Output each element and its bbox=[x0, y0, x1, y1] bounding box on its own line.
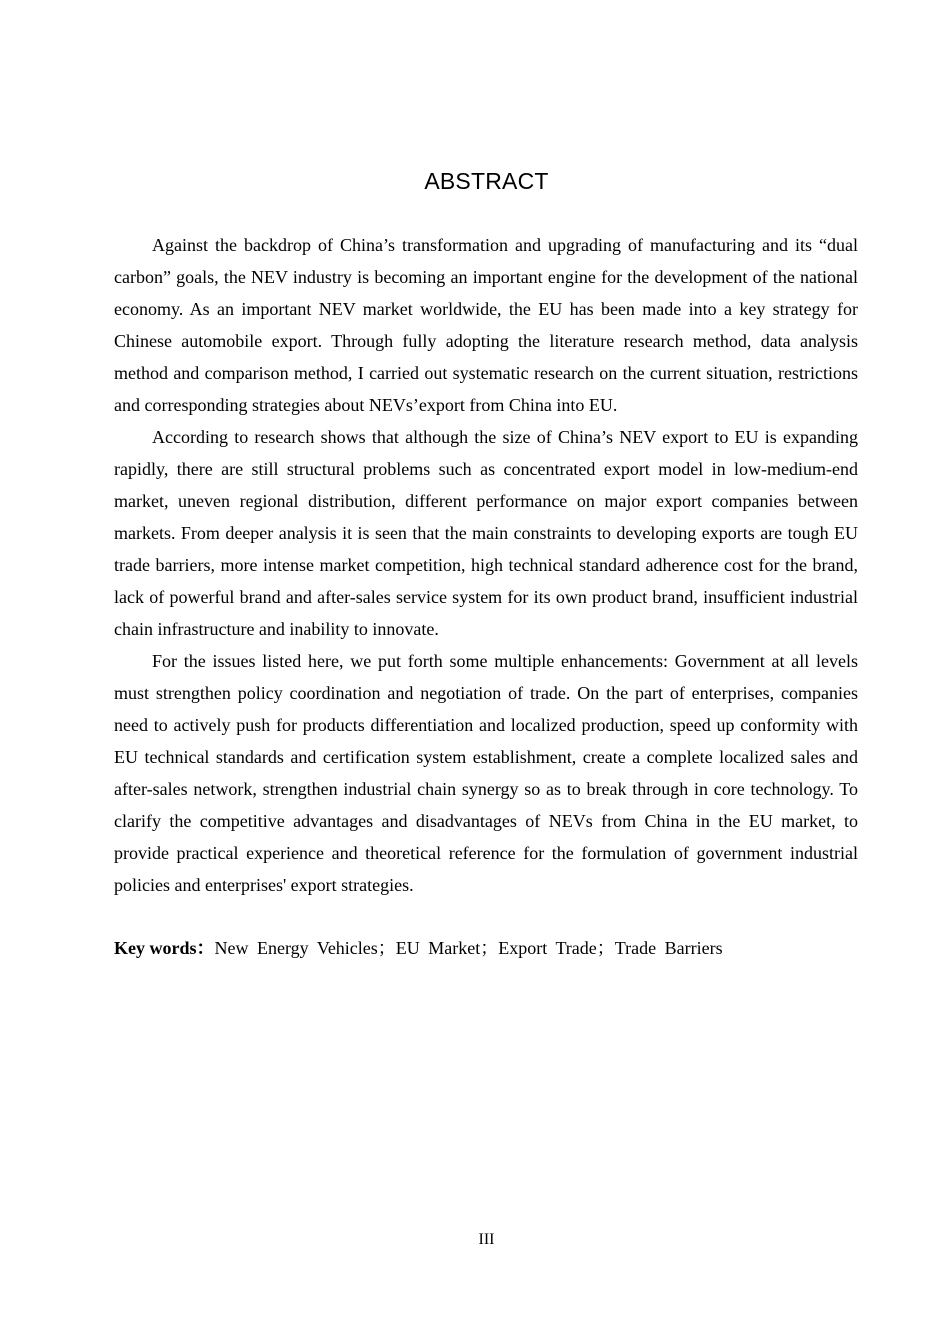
page-title: ABSTRACT bbox=[424, 168, 549, 194]
keyword-item: Trade Barriers bbox=[614, 938, 723, 958]
abstract-paragraph-3: For the issues listed here, we put forth some multiple enhancements: Government at all levels must strengthen policy coordination and negotiation of trade. On the part of enterprises, companies need to actively push for products differentiation and localized production, speed up conformity with EU technical standards and certification system establishment, create a complete localized sales and after-sales network, strengthen industrial chain synergy so as to break through in core technology. To clarify the competitive advantages and disadvantages of NEVs from China in the EU market, to provide practical experience and theoretical reference for the formulation of government industrial policies and enterprises' export strategies. bbox=[114, 651, 858, 895]
keyword-separator: ； bbox=[480, 938, 499, 958]
keyword-item: New Energy Vehicles bbox=[214, 938, 378, 958]
keyword-item: EU Market bbox=[395, 938, 481, 958]
keywords-label: Key words： bbox=[114, 938, 215, 958]
keyword-separator: ； bbox=[377, 938, 396, 958]
abstract-body bbox=[114, 229, 858, 901]
page-number: III bbox=[478, 1231, 495, 1248]
keyword-item: Export Trade bbox=[498, 938, 597, 958]
abstract-paragraph-1: Against the backdrop of China’s transformation and upgrading of manufacturing and its “dual carbon” goals, the NEV industry is becoming an important engine for the development of the national economy. As an important NEV market worldwide, the EU has been made into a key strategy for Chinese automobile export. Through fully adopting the literature research method, data analysis method and comparison method, I carried out systematic research on the current situation, restrictions and corresponding strategies about NEVs’export from China into EU. bbox=[114, 235, 858, 415]
abstract-paragraph-2: According to research shows that although the size of China’s NEV export to EU is expanding rapidly, there are still structural problems such as concentrated export model in low-medium-end market, uneven regional distribution, different performance on major export companies between markets. From deeper analysis it is seen that the main constraints to developing exports are tough EU trade barriers, more intense market competition, high technical standard adherence cost for the brand, lack of powerful brand and after-sales service system for its own product brand, insufficient industrial chain infrastructure and inability to innovate. bbox=[114, 427, 858, 639]
keywords-line bbox=[114, 932, 858, 964]
keyword-separator: ； bbox=[596, 938, 615, 958]
